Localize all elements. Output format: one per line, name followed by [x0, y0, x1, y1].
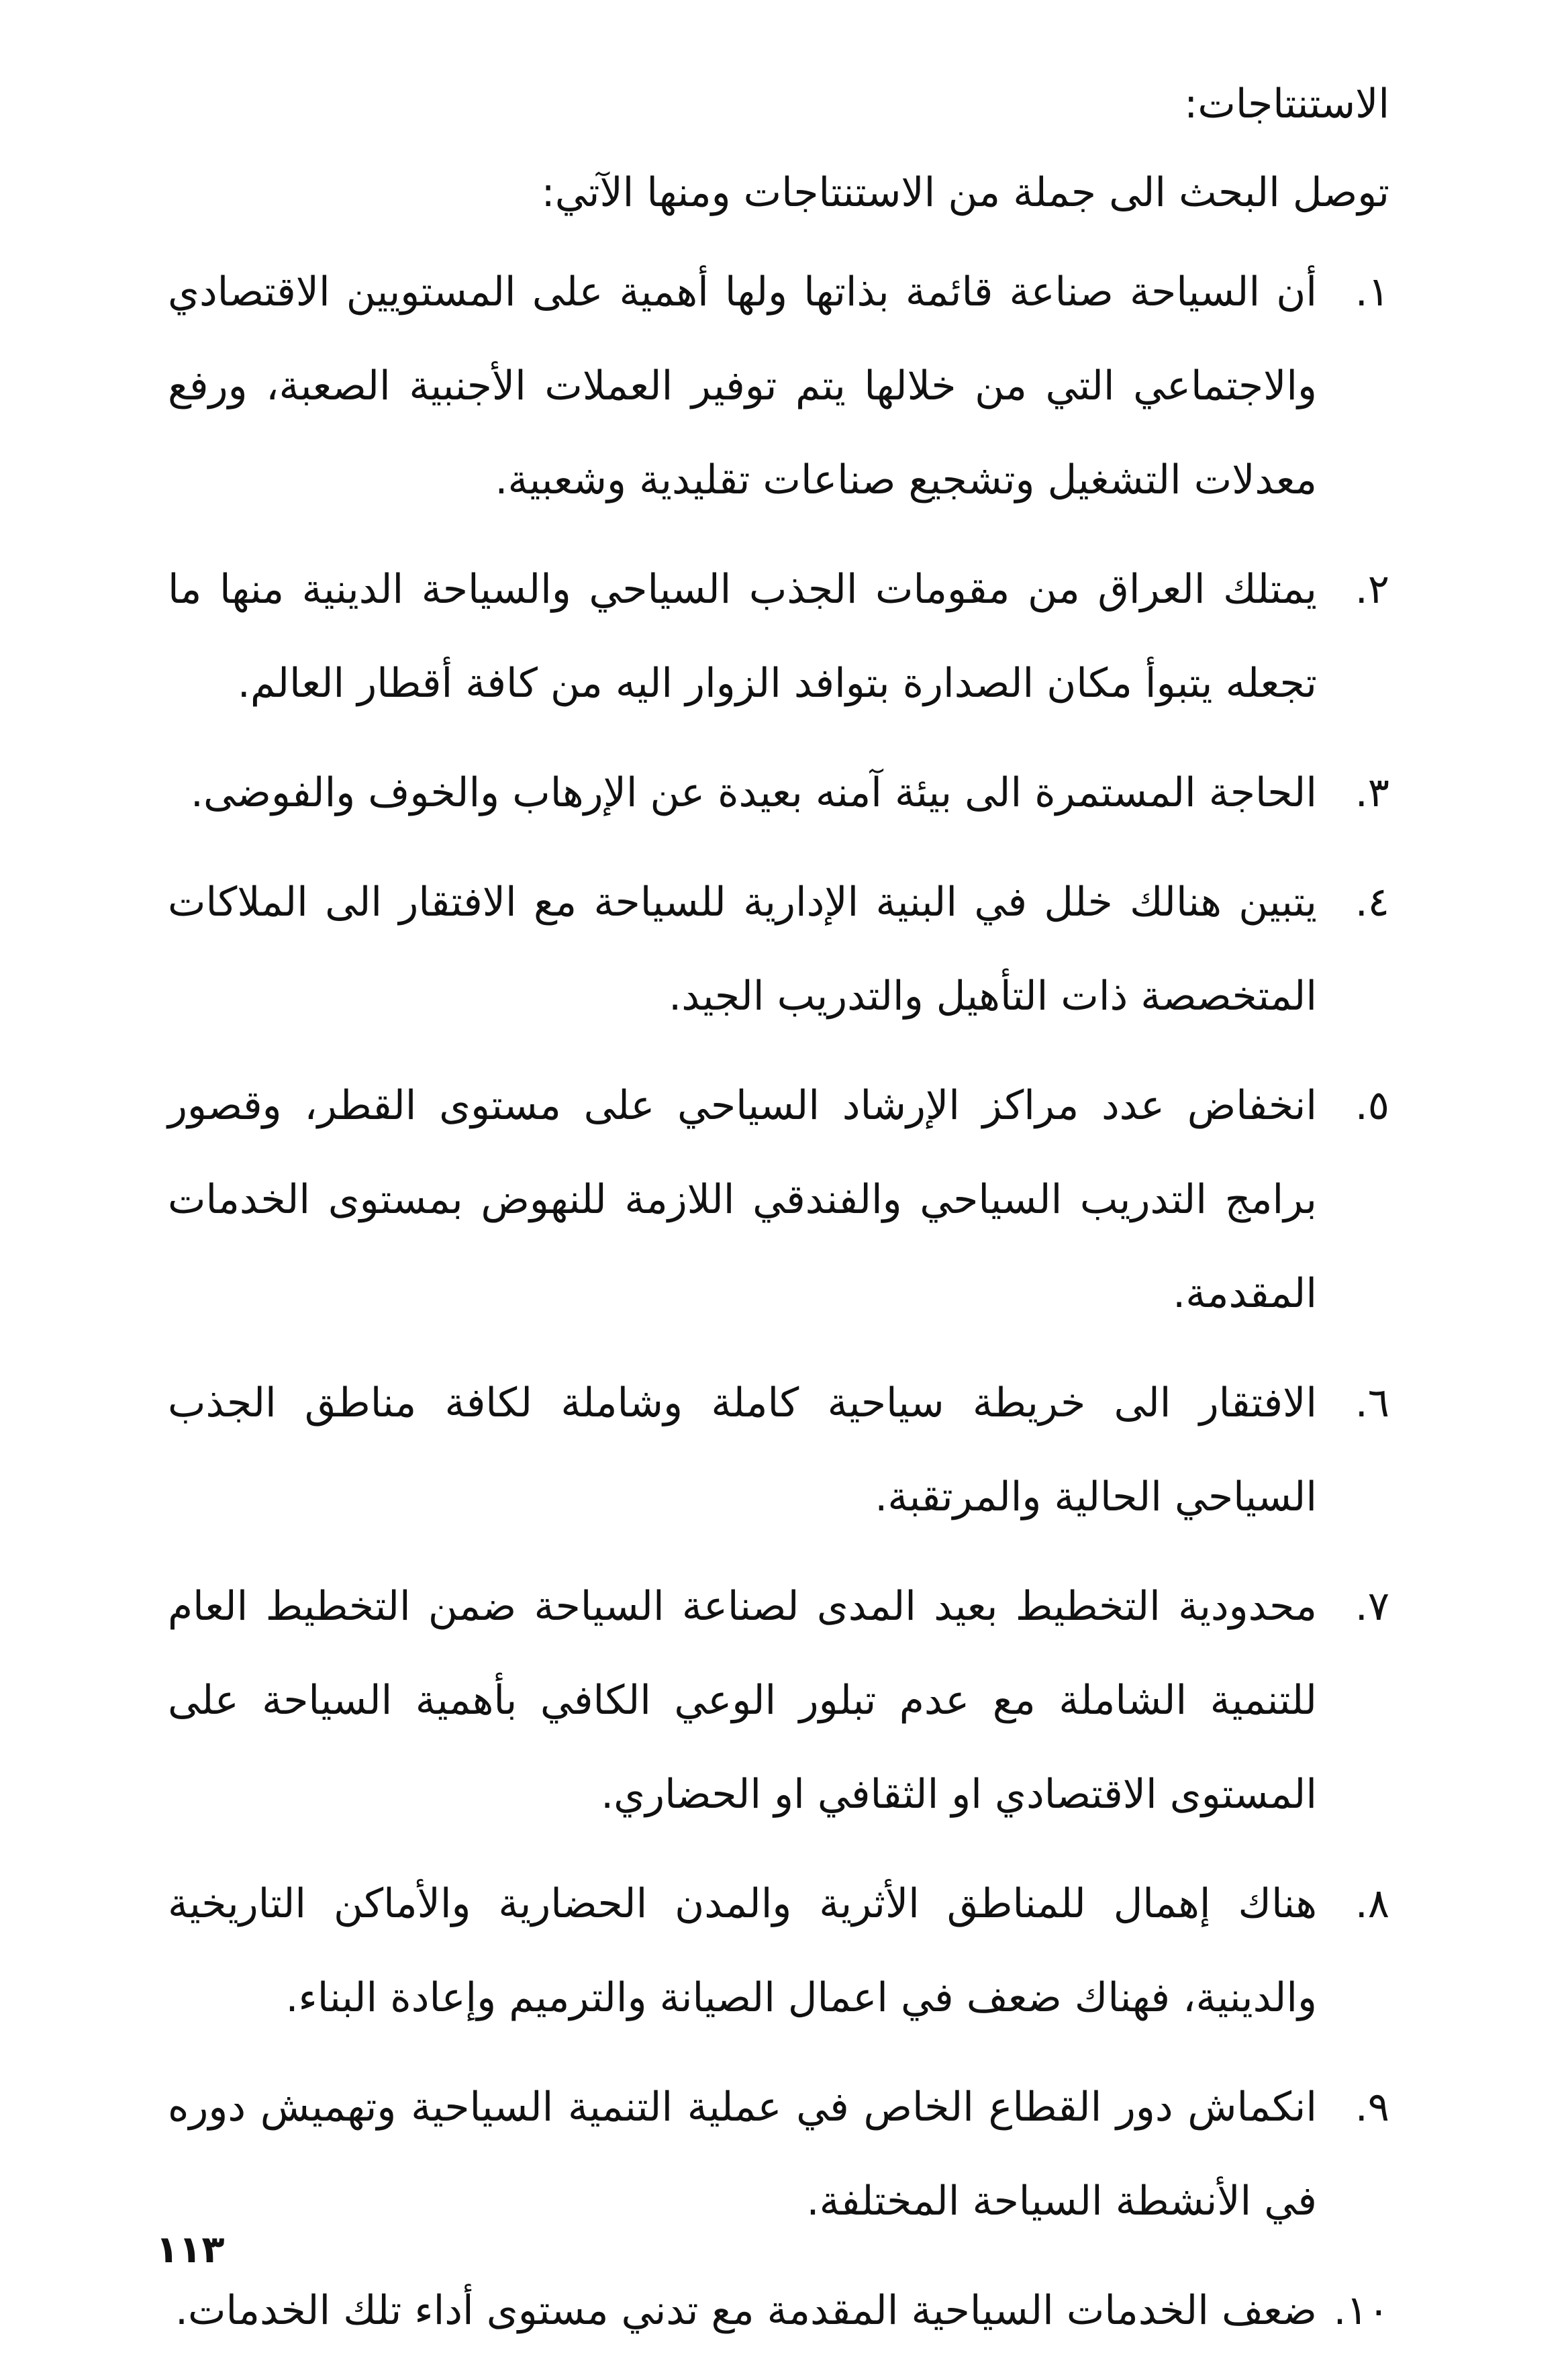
item-text: الافتقار الى خريطة سياحية كاملة وشاملة لكافة مناطق الجذب السياحي الحالية والمرتقبة. — [168, 1379, 1317, 1520]
list-item — [168, 542, 1389, 730]
list-item — [168, 1356, 1389, 1544]
item-number: ٨. — [1355, 1880, 1389, 1927]
list-item — [168, 245, 1389, 527]
item-text: ضعف الخدمات السياحية المقدمة مع تدني مستوى أداء تلك الخدمات. — [175, 2287, 1317, 2334]
item-text: انكماش دور القطاع الخاص في عملية التنمية السياحية وتهميش دوره في الأنشطة السياحة المختلفة. — [168, 2084, 1317, 2225]
item-number: ٢. — [1355, 566, 1389, 613]
item-number: ٥. — [1355, 1082, 1389, 1129]
item-number: ٤. — [1355, 879, 1389, 926]
item-text: هناك إهمال للمناطق الأثرية والمدن الحضارية والأماكن التاريخية والدينية، فهناك ضعف في اعمال الصيانة والترميم وإعادة البناء. — [168, 1880, 1317, 2021]
item-text: يمتلك العراق من مقومات الجذب السياحي والسياحة الدينية منها ما تجعله يتبوأ مكان الصدارة بتوافد الزوار اليه من كافة أقطار العالم. — [168, 566, 1317, 707]
list-item — [168, 1559, 1389, 1841]
list-item — [168, 1059, 1389, 1341]
item-text: محدودية التخطيط بعيد المدى لصناعة السياحة ضمن التخطيط العام للتنمية الشاملة مع عدم تبلور الوعي الكافي بأهمية السياحة على المستوى الاقتصادي او الثقافي او الحضاري. — [168, 1583, 1317, 1818]
item-text: انخفاض عدد مراكز الإرشاد السياحي على مستوى القطر، وقصور برامج التدريب السياحي والفندقي اللازمة للنهوض بمستوى الخدمات المقدمة. — [168, 1082, 1317, 1317]
item-number: ١. — [1355, 269, 1389, 316]
page-number: ١١٣ — [156, 2228, 225, 2272]
item-number: ٣. — [1355, 769, 1389, 816]
item-number: ١٠. — [1333, 2287, 1389, 2334]
list-item — [168, 2264, 1389, 2358]
list-item — [168, 2060, 1389, 2248]
section-heading: الاستنتاجات: — [1184, 81, 1389, 128]
list-item — [168, 1857, 1389, 2045]
intro-paragraph: توصل البحث الى جملة من الاستنتاجات ومنها الآتي: — [541, 169, 1389, 216]
list-item — [168, 855, 1389, 1043]
item-text: الحاجة المستمرة الى بيئة آمنه بعيدة عن الإرهاب والخوف والفوضى. — [190, 769, 1317, 816]
item-number: ٦. — [1355, 1379, 1389, 1426]
item-number: ٩. — [1355, 2084, 1389, 2131]
item-text: أن السياحة صناعة قائمة بذاتها ولها أهمية على المستويين الاقتصادي والاجتماعي التي من خلالها يتم توفير العملات الأجنبية الصعبة، ورفع معدلات التشغيل وتشجيع صناعات تقليدية وشعبية. — [168, 269, 1317, 503]
list-item — [168, 746, 1389, 840]
item-number: ٧. — [1355, 1583, 1389, 1630]
conclusions-list — [168, 245, 1389, 2373]
item-text: يتبين هنالك خلل في البنية الإدارية للسياحة مع الافتقار الى الملاكات المتخصصة ذات التأهيل والتدريب الجيد. — [168, 879, 1317, 1020]
